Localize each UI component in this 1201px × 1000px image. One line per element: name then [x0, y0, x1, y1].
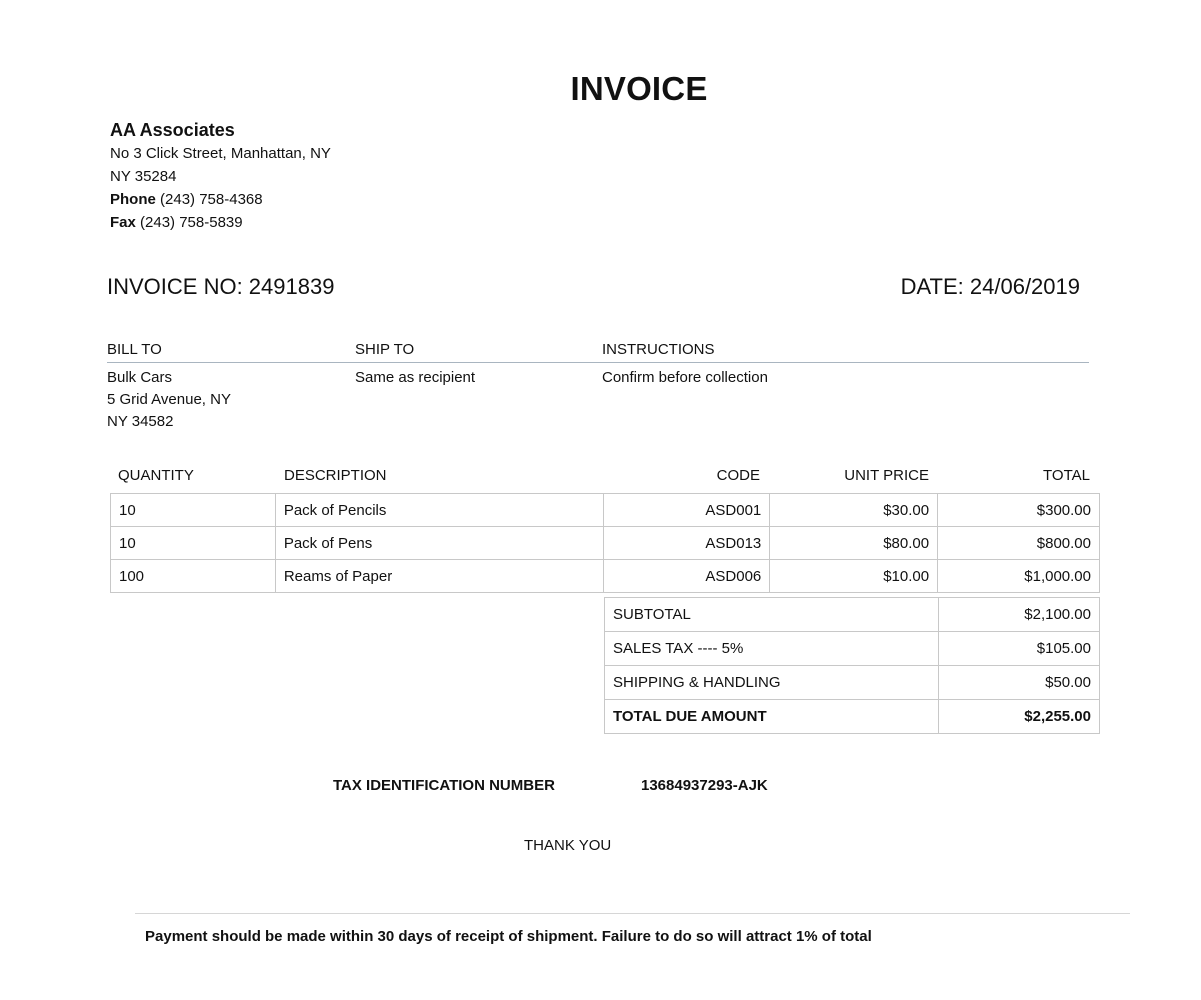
page-title: INVOICE: [570, 70, 708, 107]
footer-divider: [135, 913, 1130, 914]
shipping-row: [605, 666, 1100, 700]
footer-payment-note: Payment should be made within 30 days of receipt of shipment. Failure to do so will attract 1% of total: [145, 928, 872, 945]
column-header-quantity: QUANTITY: [118, 467, 194, 484]
shipping-value: $50.00: [939, 666, 1100, 700]
parties-header: [107, 340, 1089, 363]
phone-label: Phone: [110, 191, 156, 208]
item-quantity: 10: [111, 527, 276, 560]
company-address-line1: No 3 Click Street, Manhattan, NY: [110, 145, 331, 162]
table-row: [111, 494, 1100, 527]
column-header-code: CODE: [716, 467, 760, 484]
bill-to-line: NY 34582: [107, 413, 174, 430]
item-total: $1,000.00: [938, 560, 1100, 593]
items-header: [110, 466, 1100, 488]
subtotal-value: $2,100.00: [939, 598, 1100, 632]
tax-id-label: TAX IDENTIFICATION NUMBER: [333, 777, 555, 794]
thank-you-text: THANK YOU: [524, 837, 612, 854]
bill-to-address: [107, 367, 231, 433]
item-code: ASD006: [604, 560, 770, 593]
item-quantity: 10: [111, 494, 276, 527]
items-table: [110, 493, 1100, 593]
item-total: $300.00: [938, 494, 1100, 527]
item-unit-price: $10.00: [770, 560, 938, 593]
table-row: [111, 527, 1100, 560]
fax-label: Fax: [110, 214, 136, 231]
item-quantity: 100: [111, 560, 276, 593]
total-due-label: TOTAL DUE AMOUNT: [605, 700, 939, 734]
shipping-label: SHIPPING & HANDLING: [605, 666, 939, 700]
ship-to-value: Same as recipient: [355, 369, 476, 386]
column-header-total: TOTAL: [1043, 467, 1090, 484]
column-header-unit-price: UNIT PRICE: [844, 467, 929, 484]
sales-tax-row: [605, 632, 1100, 666]
totals-table: [604, 597, 1100, 734]
subtotal-row: [605, 598, 1100, 632]
bill-to-line: 5 Grid Avenue, NY: [107, 391, 231, 408]
item-description: Pack of Pens: [275, 527, 604, 560]
item-description: Pack of Pencils: [275, 494, 604, 527]
fax-value: (243) 758-5839: [140, 214, 243, 231]
item-total: $800.00: [938, 527, 1100, 560]
invoice-number: INVOICE NO: 2491839: [107, 274, 335, 299]
item-unit-price: $80.00: [770, 527, 938, 560]
item-description: Reams of Paper: [275, 560, 604, 593]
invoice-date: DATE: 24/06/2019: [900, 274, 1080, 299]
company-fax-row: [110, 211, 331, 234]
company-address-line2: NY 35284: [110, 168, 177, 185]
column-header-description: DESCRIPTION: [284, 467, 387, 484]
company-phone-row: [110, 188, 331, 211]
bill-to-label: BILL TO: [107, 341, 162, 358]
tax-id-value: 13684937293-AJK: [641, 777, 768, 794]
item-unit-price: $30.00: [770, 494, 938, 527]
parties-body: [107, 363, 1089, 433]
sales-tax-label: SALES TAX ---- 5%: [605, 632, 939, 666]
sales-tax-value: $105.00: [939, 632, 1100, 666]
item-code: ASD013: [604, 527, 770, 560]
phone-value: (243) 758-4368: [160, 191, 263, 208]
subtotal-label: SUBTOTAL: [605, 598, 939, 632]
table-row: [111, 560, 1100, 593]
company-name: AA Associates: [110, 120, 235, 140]
total-due-value: $2,255.00: [939, 700, 1100, 734]
item-code: ASD001: [604, 494, 770, 527]
total-due-row: [605, 700, 1100, 734]
parties-section: [107, 340, 1089, 433]
ship-to-label: SHIP TO: [355, 341, 415, 358]
bill-to-line: Bulk Cars: [107, 369, 173, 386]
company-block: [110, 118, 331, 234]
instructions-label: INSTRUCTIONS: [602, 341, 715, 358]
instructions-value: Confirm before collection: [602, 369, 768, 386]
